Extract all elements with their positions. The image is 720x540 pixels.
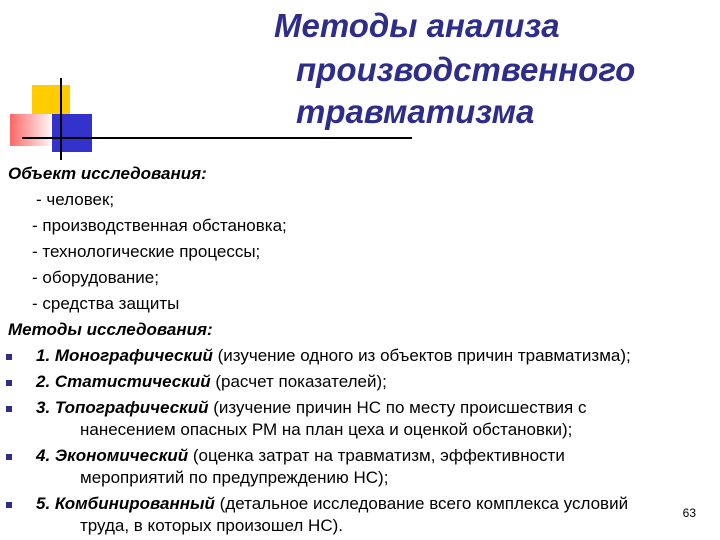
object-item: - средства защиты bbox=[32, 294, 180, 313]
deco-red-square bbox=[10, 114, 54, 146]
method-desc: (изучение одного из объектов причин травматизма); bbox=[212, 346, 631, 365]
method-desc: (оценка затрат на травматизм, эффективности bbox=[188, 446, 565, 465]
object-item: - человек; bbox=[36, 190, 115, 209]
slide-title-line-1: Методы анализа bbox=[274, 7, 560, 44]
deco-vertical-line bbox=[60, 78, 62, 160]
method-desc: (детальное исследование всего комплекса условий bbox=[214, 494, 629, 513]
method-item bbox=[36, 370, 387, 394]
page-number: 63 bbox=[682, 506, 696, 520]
method-item bbox=[36, 344, 631, 368]
method-desc-continued: труда, в которых произошел НС). bbox=[80, 516, 343, 535]
method-item bbox=[36, 396, 586, 420]
method-name: 5. Комбинированный bbox=[36, 494, 215, 513]
method-name: 3. Топографический bbox=[36, 398, 209, 417]
bullet-icon bbox=[6, 406, 12, 412]
method-desc-continued: нанесением опасных РМ на план цеха и оценкой обстановки); bbox=[80, 420, 573, 439]
deco-horizontal-line bbox=[22, 137, 412, 139]
method-desc-continued: мероприятий по предупреждению НС); bbox=[80, 468, 389, 487]
slide-title-line-3: травматизма bbox=[296, 93, 535, 130]
deco-blue-square bbox=[52, 114, 92, 152]
method-item bbox=[36, 444, 565, 468]
object-item: - технологические процессы; bbox=[32, 242, 261, 261]
bullet-icon bbox=[6, 454, 12, 460]
method-name: 4. Экономический bbox=[36, 446, 189, 465]
methods-header: Методы исследования: bbox=[8, 320, 213, 339]
slide-title-line-2: производственного bbox=[296, 51, 636, 88]
method-name: 1. Монографический bbox=[36, 346, 213, 365]
method-desc: (расчет показателей); bbox=[210, 372, 387, 391]
object-header: Объект исследования: bbox=[8, 164, 207, 183]
bullet-icon bbox=[6, 354, 12, 360]
object-item: - производственная обстановка; bbox=[32, 216, 287, 235]
bullet-icon bbox=[6, 380, 12, 386]
object-item: - оборудование; bbox=[32, 268, 159, 287]
method-item bbox=[36, 492, 628, 516]
method-name: 2. Статистический bbox=[36, 372, 211, 391]
bullet-icon bbox=[6, 502, 12, 508]
method-desc: (изучение причин НС по месту происшествия с bbox=[208, 398, 587, 417]
